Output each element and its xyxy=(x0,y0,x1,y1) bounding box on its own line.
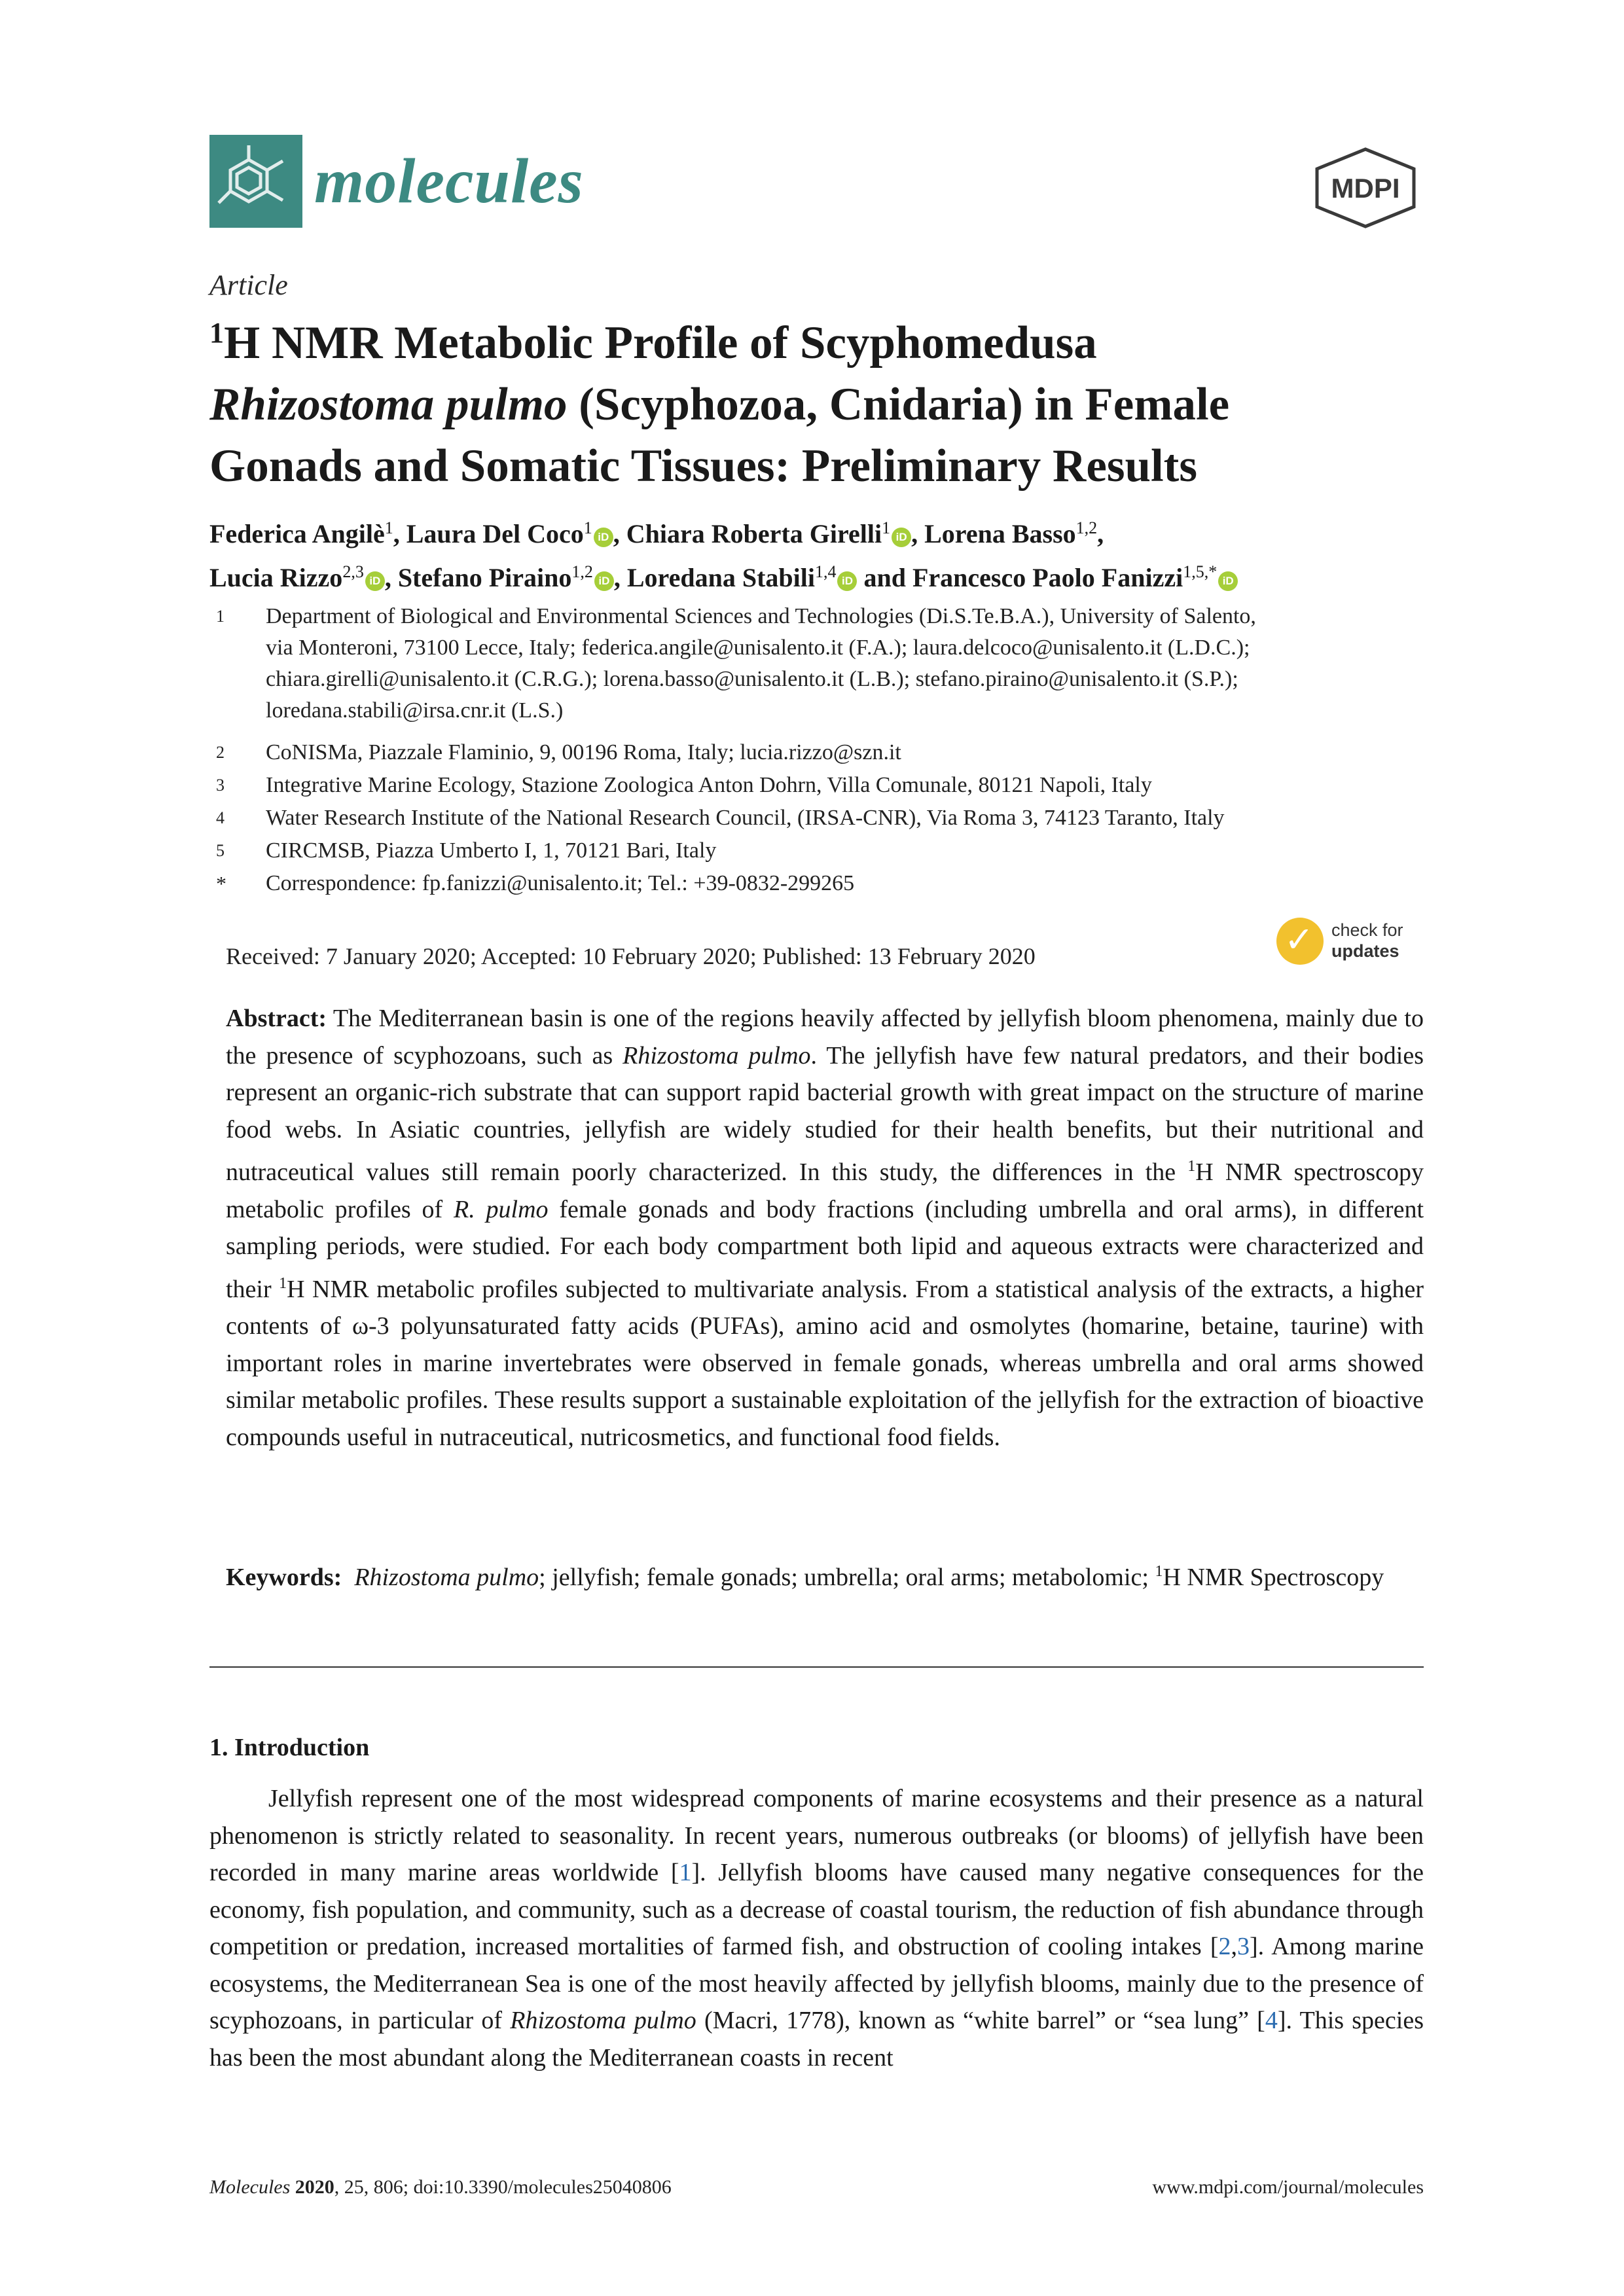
abstract-text: The Mediterranean basin is one of the regions heavily affected by jellyfish bloom phenomena, mainly due to the presence of scyphozoans, such as xyxy=(226,1005,1424,1069)
citation-link[interactable]: 3 xyxy=(1237,1933,1250,1960)
author-name[interactable]: Stefano Piraino xyxy=(397,563,572,592)
author-separator: , xyxy=(911,519,925,548)
author-name[interactable]: Lorena Basso xyxy=(924,519,1076,548)
author-affil-sup: 2,3 xyxy=(342,562,364,581)
section-divider xyxy=(209,1666,1424,1668)
keywords-text: ; jellyfish; female gonads; umbrella; oral arms; metabolomic; xyxy=(539,1564,1155,1591)
intro-text: ]. Jellyfish blooms have caused many negative consequences for the economy, fish population, and community, such as a decrease of coastal tourism, the reduction of fish abundance through competition or predation, increased mortalities of farmed fish, and obstruction of cooling intakes [ xyxy=(209,1859,1424,1960)
author-separator: , xyxy=(1097,519,1104,548)
article-title xyxy=(209,302,1440,497)
abstract-superscript: 1 xyxy=(279,1274,287,1292)
affiliation-mark: 1 xyxy=(216,607,225,626)
citation-link[interactable]: 4 xyxy=(1265,2007,1278,2034)
footer-journal: Molecules xyxy=(209,2176,291,2198)
author-affil-sup: 1 xyxy=(882,518,891,537)
keywords xyxy=(226,1553,1424,1596)
author-affil-sup: 1 xyxy=(384,518,393,537)
affiliation-mark: * xyxy=(216,872,226,895)
abstract-text: female gonads and body fractions (including umbrella and oral arms), in different sampling periods, were studied. For each body compartment both lipid and aqueous extracts were characterized and their xyxy=(226,1195,1424,1303)
abstract-species: R. pulmo xyxy=(454,1195,549,1223)
mdpi-logo-text: MDPI xyxy=(1331,173,1400,204)
author-affil-sup: 1,2 xyxy=(571,562,593,581)
author-affil-sup: 1,2 xyxy=(1075,518,1098,537)
title-line3: Gonads and Somatic Tissues: Preliminary Results xyxy=(209,440,1197,492)
author-line-2 xyxy=(209,553,1440,597)
footer-doi[interactable]: , 25, 806; doi:10.3390/molecules25040806 xyxy=(334,2176,672,2198)
author-name[interactable]: Francesco Paolo Fanizzi xyxy=(912,563,1183,592)
footer-year: 2020 xyxy=(295,2176,334,2198)
publication-dates: Received: 7 January 2020; Accepted: 10 February 2020; Published: 13 February 2020 xyxy=(226,943,1036,969)
orcid-icon[interactable]: iD xyxy=(594,528,613,547)
abstract-label: Abstract: xyxy=(226,1005,327,1032)
affiliation-line: Water Research Institute of the National Research Council, (IRSA-CNR), Via Roma 3, 74123 Taranto, Italy xyxy=(266,806,1225,830)
affiliation-line: CIRCMSB, Piazza Umberto I, 1, 70121 Bari, Italy xyxy=(266,838,717,863)
title-species: Rhizostoma pulmo xyxy=(209,379,568,430)
author-name[interactable]: Loredana Stabili xyxy=(626,563,815,592)
affiliation-line: Department of Biological and Environmental Sciences and Technologies (Di.S.Te.B.A.), University of Salento, xyxy=(266,604,1256,628)
orcid-icon[interactable]: iD xyxy=(892,528,911,547)
affiliation-5 xyxy=(216,835,1447,867)
author-line-1 xyxy=(209,509,1440,553)
citation-separator: , xyxy=(1231,1933,1237,1960)
article-type: Article xyxy=(209,269,288,301)
affiliation-line: loredana.stabili@irsa.cnr.it (L.S.) xyxy=(266,698,564,723)
affiliation-mark: 4 xyxy=(216,808,225,827)
benzene-molecule-icon xyxy=(209,135,302,228)
title-superscript: 1 xyxy=(209,317,224,349)
orcid-icon[interactable]: iD xyxy=(1218,571,1238,591)
orcid-icon[interactable]: iD xyxy=(837,571,857,591)
mdpi-logo xyxy=(1309,147,1422,229)
journal-name: molecules xyxy=(314,146,584,217)
author-name[interactable]: Laura Del Coco xyxy=(406,519,584,548)
check-label-line1: check for xyxy=(1331,920,1403,940)
keywords-text: H NMR Spectroscopy xyxy=(1163,1564,1384,1591)
author-affil-sup: 1,5,* xyxy=(1183,562,1218,581)
intro-paragraph xyxy=(209,1780,1424,2076)
keywords-superscript: 1 xyxy=(1155,1563,1163,1580)
affiliation-mark: 5 xyxy=(216,841,225,860)
intro-text: ]. Among marine ecosystems, the Mediterranean Sea is one of the most heavily affected by jellyfish blooms, mainly due to the presence of scyphozoans, in particular of xyxy=(209,1933,1424,2034)
check-label-line2: updates xyxy=(1331,941,1399,961)
correspondence xyxy=(216,868,1447,899)
citation-link[interactable]: 2 xyxy=(1218,1933,1231,1960)
author-affil-sup: 1,4 xyxy=(814,562,837,581)
author-separator: , xyxy=(613,519,626,548)
abstract xyxy=(226,1000,1424,1456)
intro-species: Rhizostoma pulmo xyxy=(510,2007,696,2034)
affiliation-mark: 3 xyxy=(216,776,225,795)
footer-url[interactable]: www.mdpi.com/journal/molecules xyxy=(1152,2176,1424,2198)
author-list xyxy=(209,509,1440,597)
affiliation-line: Integrative Marine Ecology, Stazione Zoologica Anton Dohrn, Villa Comunale, 80121 Napoli, Italy xyxy=(266,773,1152,797)
intro-text: ]. This species has been the most abundant along the Mediterranean coasts in recent xyxy=(209,2007,1424,2072)
author-name[interactable]: Federica Angilè xyxy=(209,519,385,548)
affiliation-4 xyxy=(216,802,1447,834)
orcid-icon[interactable]: iD xyxy=(594,571,614,591)
intro-text: (Macri, 1778), known as “white barrel” or “sea lung” [ xyxy=(696,2007,1265,2034)
abstract-text: H NMR spectroscopy metabolic profiles of xyxy=(226,1158,1424,1223)
intro-text: Jellyfish represent one of the most widespread components of marine ecosystems and their presence as a natural phenomenon is strictly related to seasonality. In recent years, numerous outbreaks (or blooms) of jellyfish have been recorded in many marine areas worldwide [ xyxy=(209,1785,1424,1886)
checkmark-icon: ✓ xyxy=(1284,919,1314,960)
affiliation-2 xyxy=(216,737,1447,768)
abstract-text: . The jellyfish have few natural predators, and their bodies represent an organic-rich substrate that can support rapid bacterial growth with great impact on the structure of marine food webs. In Asiatic countries, jellyfish are widely studied for their health benefits, but their nutritional and nutraceutical values still remain poorly characterized. In this study, the differences in the xyxy=(226,1041,1424,1186)
keywords-label: Keywords: xyxy=(226,1564,342,1591)
author-separator: , xyxy=(393,519,406,548)
author-separator: , xyxy=(613,563,627,592)
check-for-updates-button[interactable] xyxy=(1276,916,1440,969)
abstract-text: H NMR metabolic profiles subjected to multivariate analysis. From a statistical analysis of the extracts, a higher contents of ω-3 polyunsaturated fatty acids (PUFAs), amino acid and osmolytes (homarine, betaine, taurine) with important roles in marine invertebrates were observed in female gonads, whereas umbrella and oral arms showed similar metabolic profiles. These results support a sustainable exploitation of the jellyfish for the extraction of bioactive compounds useful in nutraceutical, nutricosmetics, and functional food fields. xyxy=(226,1275,1424,1451)
title-line2: (Scyphozoa, Cnidaria) in Female xyxy=(567,379,1230,430)
affiliation-line: chiara.girelli@unisalento.it (C.R.G.); lorena.basso@unisalento.it (L.B.); stefano.piraino@unisalento.it (S.P.); xyxy=(266,667,1238,691)
section-heading: 1. Introduction xyxy=(209,1734,370,1761)
affiliation-line: CoNISMa, Piazzale Flaminio, 9, 00196 Roma, Italy; lucia.rizzo@szn.it xyxy=(266,740,901,764)
affiliation-line: via Monteroni, 73100 Lecce, Italy; federica.angile@unisalento.it (F.A.); laura.delcoco@unisalento.it (L.D.C.); xyxy=(266,636,1250,660)
author-affil-sup: 1 xyxy=(583,518,592,537)
affiliation-line: Correspondence: fp.fanizzi@unisalento.it; Tel.: +39-0832-299265 xyxy=(266,871,855,895)
keyword-species: Rhizostoma pulmo xyxy=(354,1564,539,1591)
citation-link[interactable]: 1 xyxy=(679,1859,692,1886)
abstract-species: Rhizostoma pulmo xyxy=(623,1041,811,1069)
author-name[interactable]: Chiara Roberta Girelli xyxy=(626,519,882,548)
author-separator: , xyxy=(384,563,398,592)
affiliation-3 xyxy=(216,770,1447,801)
title-line1: H NMR Metabolic Profile of Scyphomedusa xyxy=(224,317,1097,368)
author-separator: and xyxy=(857,563,912,592)
orcid-icon[interactable]: iD xyxy=(365,571,385,591)
journal-logo-icon xyxy=(209,135,302,228)
author-name[interactable]: Lucia Rizzo xyxy=(209,563,343,592)
abstract-superscript: 1 xyxy=(1187,1158,1196,1175)
affiliation-1 xyxy=(216,601,1447,726)
affiliation-mark: 2 xyxy=(216,743,225,762)
footer-citation xyxy=(209,2176,672,2198)
